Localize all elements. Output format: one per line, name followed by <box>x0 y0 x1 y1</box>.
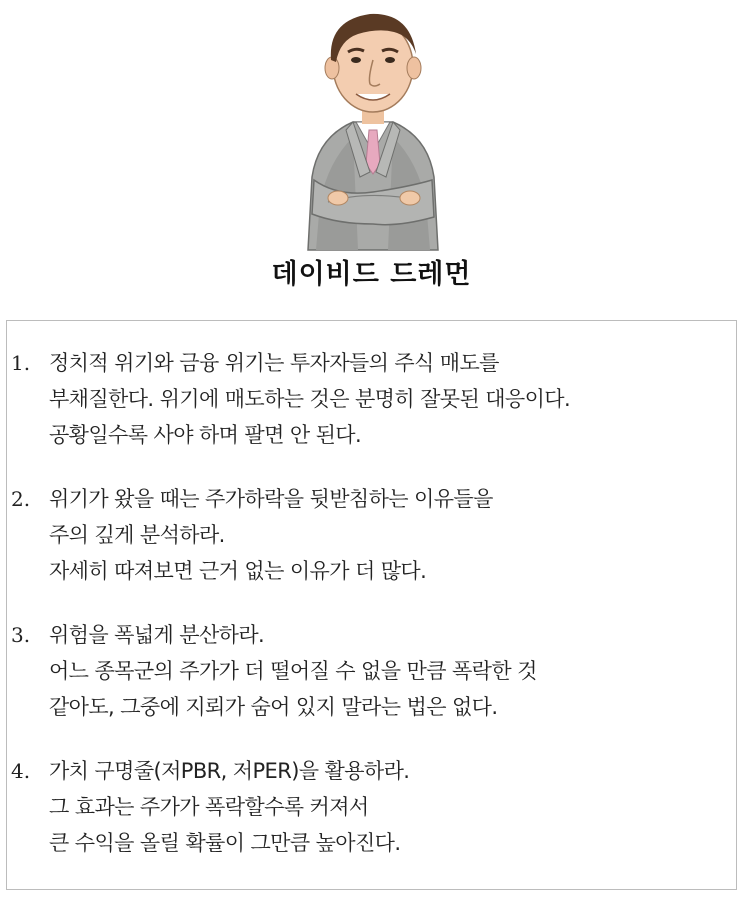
principle-line: 부채질한다. 위기에 매도하는 것은 분명히 잘못된 대응이다. <box>49 387 571 411</box>
principle-text <box>49 617 730 725</box>
principles-box <box>6 320 737 890</box>
principle-number: 3. <box>11 623 31 647</box>
principle-line: 주의 깊게 분석하라. <box>49 523 225 547</box>
principle-number: 1. <box>11 351 31 375</box>
principle-text <box>49 481 730 589</box>
principle-line: 공황일수록 사야 하며 팔면 안 된다. <box>49 423 362 447</box>
principle-line: 그 효과는 주가가 폭락할수록 커져서 <box>49 795 369 819</box>
principle-line: 가치 구명줄(저PBR, 저PER)을 활용하라. <box>49 759 410 783</box>
principle-number: 4. <box>11 759 31 783</box>
principle-text <box>49 753 730 861</box>
principle-text <box>49 345 730 453</box>
principle-number: 2. <box>11 487 31 511</box>
principle-line: 어느 종목군의 주가가 더 떨어질 수 없을 만큼 폭락한 것 <box>49 659 537 683</box>
person-name: 데이비드 드레먼 <box>271 259 472 290</box>
principle-line: 위기가 왔을 때는 주가하락을 뒷받침하는 이유들을 <box>49 487 493 511</box>
principle-line: 정치적 위기와 금융 위기는 투자자들의 주식 매도를 <box>49 351 499 375</box>
principle-line: 같아도, 그중에 지뢰가 숨어 있지 말라는 법은 없다. <box>49 695 498 719</box>
caricature-portrait <box>298 2 448 252</box>
principle-line: 위험을 폭넓게 분산하라. <box>49 623 265 647</box>
principle-line: 자세히 따져보면 근거 없는 이유가 더 많다. <box>49 559 427 583</box>
principle-line: 큰 수익을 올릴 확률이 그만큼 높아진다. <box>49 831 401 855</box>
